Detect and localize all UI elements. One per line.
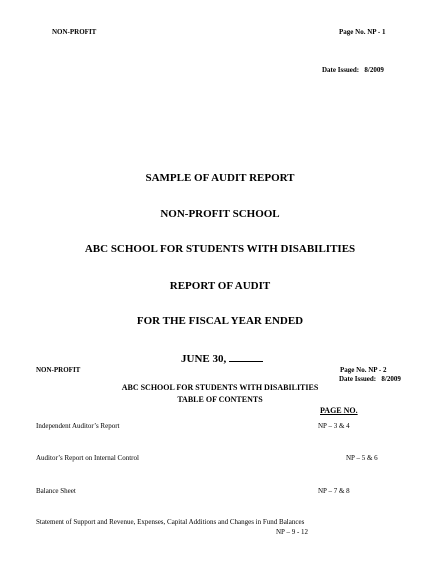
title-line-2: NON-PROFIT SCHOOL <box>160 208 280 220</box>
page2-header-left-label: NON-PROFIT <box>36 366 81 374</box>
title-line-4: REPORT OF AUDIT <box>169 280 271 292</box>
header-left-label: NON-PROFIT <box>52 28 97 36</box>
page2-page-number-label: Page No. NP - 2 <box>340 366 387 374</box>
date-blank-line <box>229 351 263 362</box>
title-line-1: SAMPLE OF AUDIT REPORT <box>145 172 295 184</box>
toc-item-title: Statement of Support and Revenue, Expenses, Capital Additions and Changes in Fund Balances <box>36 518 305 526</box>
toc-item-page: NP – 5 & 6 <box>346 454 378 462</box>
page2-date-issued <box>339 375 401 383</box>
page2-date-issued-value: 8/2009 <box>381 375 401 383</box>
page2-date-issued-label: Date Issued: <box>339 375 377 383</box>
fiscal-date: JUNE 30, <box>181 353 229 365</box>
toc-item-title: Independent Auditor’s Report <box>36 422 120 430</box>
toc-item-page: NP – 7 & 8 <box>318 487 350 495</box>
title-line-5: FOR THE FISCAL YEAR ENDED <box>136 315 304 327</box>
toc-item-title: Auditor’s Report on Internal Control <box>36 454 139 462</box>
date-issued <box>322 66 384 74</box>
date-issued-label: Date Issued: <box>322 66 360 74</box>
toc-heading-title: TABLE OF CONTENTS <box>177 395 263 404</box>
toc-heading-school: ABC SCHOOL FOR STUDENTS WITH DISABILITIES <box>121 383 319 392</box>
page-number-label: Page No. NP - 1 <box>339 28 386 36</box>
date-issued-value: 8/2009 <box>364 66 384 74</box>
title-line-6 <box>181 351 263 365</box>
toc-item-page: NP – 3 & 4 <box>318 422 350 430</box>
toc-item-title: Balance Sheet <box>36 487 76 495</box>
title-line-3: ABC SCHOOL FOR STUDENTS WITH DISABILITIES <box>84 243 356 255</box>
page-no-column-header: PAGE NO. <box>320 406 358 415</box>
toc-item-page: NP – 9 - 12 <box>276 528 309 536</box>
